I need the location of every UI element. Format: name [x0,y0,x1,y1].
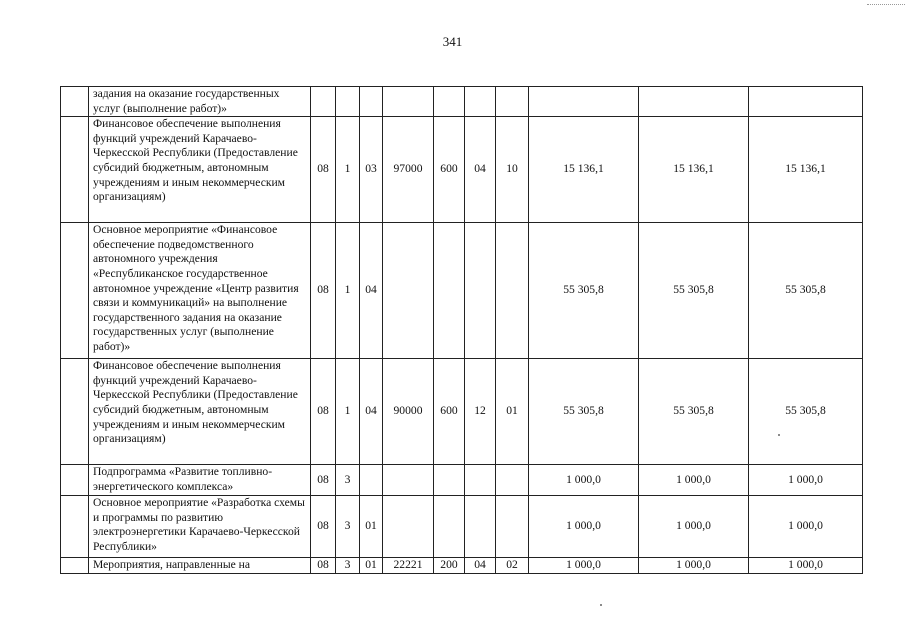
code-pp: 1 [336,223,360,359]
amount-year-2: 55 305,8 [639,223,749,359]
amount-year-1: 1 000,0 [529,558,639,574]
code-gp: 08 [311,223,336,359]
item-name-cell: Подпрограмма «Развитие топливно-энергетического комплекса» [89,465,311,496]
amount-year-1: 55 305,8 [529,223,639,359]
amount-year-3: 1 000,0 [749,558,863,574]
index-cell [61,465,89,496]
code-pp: 3 [336,496,360,558]
table-row [61,558,863,574]
item-name-cell: Финансовое обеспечение выполнения функций учреждений Карачаево-Черкесской Республики (Предоставление субсидий бюджетным, автономным учреждениям и иным некоммерческим организациям) [89,117,311,223]
budget-table [60,86,863,574]
amount-year-2: 15 136,1 [639,117,749,223]
code-om: 01 [360,496,383,558]
code-section: 12 [465,359,496,465]
code-pp: 1 [336,117,360,223]
amount-year-2: 1 000,0 [639,496,749,558]
code-gp [311,87,336,117]
code-direction: 97000 [383,117,434,223]
amount-year-3: 1 000,0 [749,496,863,558]
amount-year-2 [639,87,749,117]
code-subsection [496,496,529,558]
index-cell [61,117,89,223]
code-subsection: 10 [496,117,529,223]
code-direction [383,465,434,496]
code-om: 04 [360,223,383,359]
scan-speck [600,604,602,606]
code-gp: 08 [311,496,336,558]
table-row [61,117,863,223]
page-number: 341 [442,34,463,49]
amount-year-1: 1 000,0 [529,496,639,558]
item-name-cell: задания на оказание государственных услуг (выполнение работ)» [89,87,311,117]
code-expense-type: 600 [434,359,465,465]
code-section [465,496,496,558]
code-direction: 22221 [383,558,434,574]
code-gp: 08 [311,117,336,223]
index-cell [61,496,89,558]
code-section [465,87,496,117]
item-name-cell: Финансовое обеспечение выполнения функций учреждений Карачаево-Черкесской Республики (Предоставление субсидий бюджетным, автономным учреждениям и иным некоммерческим организациям) [89,359,311,465]
code-pp [336,87,360,117]
amount-year-3: 15 136,1 [749,117,863,223]
amount-year-1: 15 136,1 [529,117,639,223]
item-name-cell: Мероприятия, направленные на [89,558,311,574]
amount-year-1: 55 305,8 [529,359,639,465]
index-cell [61,223,89,359]
table-row [61,359,863,465]
code-om: 01 [360,558,383,574]
amount-year-3 [749,87,863,117]
code-pp: 3 [336,465,360,496]
index-cell [61,87,89,117]
code-om [360,465,383,496]
code-pp: 1 [336,359,360,465]
code-expense-type [434,223,465,359]
table-row [61,87,863,117]
scan-speck [778,434,780,436]
code-subsection: 02 [496,558,529,574]
amount-year-2: 55 305,8 [639,359,749,465]
code-section: 04 [465,117,496,223]
code-section: 04 [465,558,496,574]
table-row [61,496,863,558]
scan-edge-mark [867,4,905,5]
amount-year-1: 1 000,0 [529,465,639,496]
amount-year-2: 1 000,0 [639,465,749,496]
amount-year-3: 55 305,8 [749,223,863,359]
table-row [61,223,863,359]
amount-year-1 [529,87,639,117]
code-gp: 08 [311,558,336,574]
code-subsection [496,87,529,117]
code-direction [383,223,434,359]
code-direction [383,496,434,558]
code-expense-type [434,496,465,558]
amount-year-2: 1 000,0 [639,558,749,574]
code-expense-type [434,87,465,117]
code-om: 03 [360,117,383,223]
amount-year-3: 1 000,0 [749,465,863,496]
item-name-cell: Основное мероприятие «Финансовое обеспечение подведомственного автономного учреждения «Республиканское государственное автономное учреждение «Центр развития связи и коммуникаций» на выполнение государственного задания на оказание государственных услуг (выполнение работ)» [89,223,311,359]
code-subsection: 01 [496,359,529,465]
code-expense-type: 600 [434,117,465,223]
index-cell [61,359,89,465]
amount-year-3: 55 305,8 [749,359,863,465]
code-om [360,87,383,117]
code-om: 04 [360,359,383,465]
code-section [465,465,496,496]
code-subsection [496,223,529,359]
item-name-cell: Основное мероприятие «Разработка схемы и программы по развитию электроэнергетики Карачаево-Черкесской Республики» [89,496,311,558]
code-section [465,223,496,359]
code-direction: 90000 [383,359,434,465]
code-pp: 3 [336,558,360,574]
code-subsection [496,465,529,496]
code-expense-type: 200 [434,558,465,574]
code-gp: 08 [311,465,336,496]
code-expense-type [434,465,465,496]
code-gp: 08 [311,359,336,465]
index-cell [61,558,89,574]
table-row [61,465,863,496]
code-direction [383,87,434,117]
